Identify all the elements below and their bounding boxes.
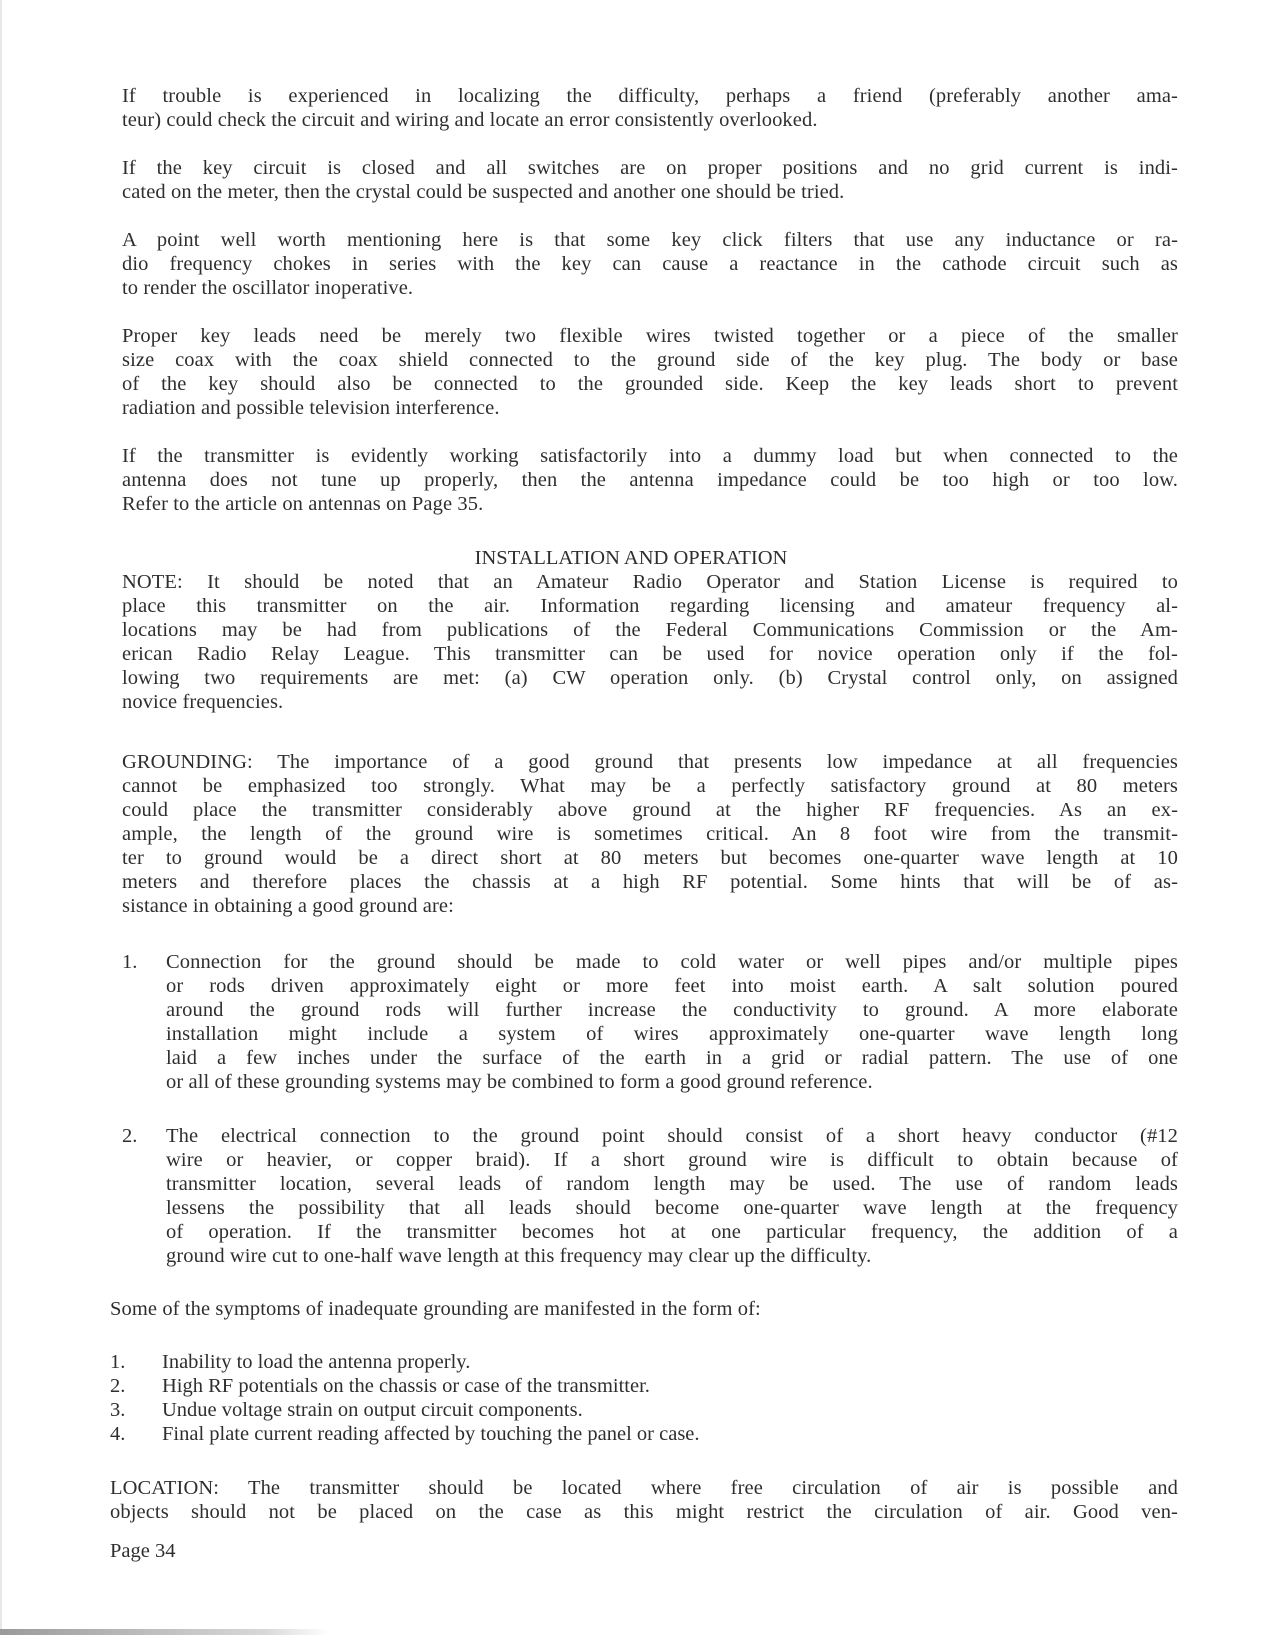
scan-edge (0, 0, 2, 1635)
text-line: If trouble is experienced in localizing the difficulty, perhaps a friend (preferably another ama- (122, 85, 1178, 107)
text-line: cated on the meter, then the crystal could be suspected and another one should be tried. (122, 181, 845, 203)
list-number: 2. (122, 1125, 138, 1147)
page-number: Page 34 (110, 1540, 176, 1562)
list-number: 1. (122, 951, 138, 973)
text-line: teur) could check the circuit and wiring and locate an error consistently overlooked. (122, 109, 818, 131)
text-line: could place the transmitter considerably above ground at the higher RF frequencies. As an ex- (122, 799, 1178, 821)
section-heading: INSTALLATION AND OPERATION (474, 547, 788, 569)
text-line: Connection for the ground should be made to cold water or well pipes and/or multiple pipes (166, 951, 1178, 973)
text-line: of the key should also be connected to the grounded side. Keep the key leads short to prevent (122, 373, 1178, 395)
text-line: transmitter location, several leads of random length may be used. The use of random leads (166, 1173, 1178, 1195)
text-line: A point well worth mentioning here is that some key click filters that use any inductance or ra- (122, 229, 1178, 251)
text-line: Refer to the article on antennas on Page 35. (122, 493, 484, 515)
list-number: 4. (110, 1423, 126, 1445)
text-line: If the transmitter is evidently working satisfactorily into a dummy load but when connected to the (122, 445, 1178, 467)
text-line: meters and therefore places the chassis at a high RF potential. Some hints that will be of as- (122, 871, 1178, 893)
text-line: ter to ground would be a direct short at 80 meters but becomes one-quarter wave length at 10 (122, 847, 1178, 869)
list-item: Final plate current reading affected by touching the panel or case. (162, 1423, 700, 1445)
text-line: or all of these grounding systems may be combined to form a good ground reference. (166, 1071, 873, 1093)
text-line: lessens the possibility that all leads should become one-quarter wave length at the frequency (166, 1197, 1178, 1219)
text-line: NOTE: It should be noted that an Amateur Radio Operator and Station License is required to (122, 571, 1178, 593)
text-line: ample, the length of the ground wire is sometimes critical. An 8 foot wire from the transmit- (122, 823, 1178, 845)
text-line: laid a few inches under the surface of the earth in a grid or radial pattern. The use of one (166, 1047, 1178, 1069)
text-line: place this transmitter on the air. Information regarding licensing and amateur frequency al- (122, 595, 1178, 617)
text-line: novice frequencies. (122, 691, 284, 713)
list-item: High RF potentials on the chassis or case of the transmitter. (162, 1375, 650, 1397)
text-line: erican Radio Relay League. This transmitter can be used for novice operation only if the fol- (122, 643, 1178, 665)
text-line: ground wire cut to one-half wave length at this frequency may clear up the difficulty. (166, 1245, 872, 1267)
text-line: radiation and possible television interference. (122, 397, 500, 419)
text-line: GROUNDING: The importance of a good ground that presents low impedance at all frequencies (122, 751, 1178, 773)
text-line: around the ground rods will further increase the conductivity to ground. A more elaborate (166, 999, 1178, 1021)
list-item: Inability to load the antenna properly. (162, 1351, 471, 1373)
list-number: 1. (110, 1351, 126, 1373)
scan-artifact-bar (0, 1629, 330, 1635)
text-line: or rods driven approximately eight or more feet into moist earth. A salt solution poured (166, 975, 1178, 997)
text-line: wire or heavier, or copper braid). If a short ground wire is difficult to obtain because of (166, 1149, 1178, 1171)
text-line: installation might include a system of wires approximately one-quarter wave length long (166, 1023, 1178, 1045)
text-line: objects should not be placed on the case as this might restrict the circulation of air. Good ven- (110, 1501, 1178, 1523)
text-line: locations may be had from publications of the Federal Communications Commission or the Am- (122, 619, 1178, 641)
text-line: cannot be emphasized too strongly. What may be a perfectly satisfactory ground at 80 meters (122, 775, 1178, 797)
list-number: 2. (110, 1375, 126, 1397)
list-number: 3. (110, 1399, 126, 1421)
text-line: If the key circuit is closed and all switches are on proper positions and no grid current is indi- (122, 157, 1178, 179)
text-line: The electrical connection to the ground point should consist of a short heavy conductor (#12 (166, 1125, 1178, 1147)
symptoms-intro: Some of the symptoms of inadequate grounding are manifested in the form of: (110, 1298, 761, 1320)
text-line: of operation. If the transmitter becomes hot at one particular frequency, the addition of a (166, 1221, 1178, 1243)
text-line: antenna does not tune up properly, then the antenna impedance could be too high or too low. (122, 469, 1178, 491)
text-line: to render the oscillator inoperative. (122, 277, 414, 299)
text-line: sistance in obtaining a good ground are: (122, 895, 454, 917)
text-line: size coax with the coax shield connected to the ground side of the key plug. The body or base (122, 349, 1178, 371)
text-line: LOCATION: The transmitter should be located where free circulation of air is possible and (110, 1477, 1178, 1499)
list-item: Undue voltage strain on output circuit components. (162, 1399, 583, 1421)
text-line: lowing two requirements are met: (a) CW operation only. (b) Crystal control only, on assigned (122, 667, 1178, 689)
text-line: Proper key leads need be merely two flexible wires twisted together or a piece of the smaller (122, 325, 1178, 347)
text-line: dio frequency chokes in series with the key can cause a reactance in the cathode circuit such as (122, 253, 1178, 275)
